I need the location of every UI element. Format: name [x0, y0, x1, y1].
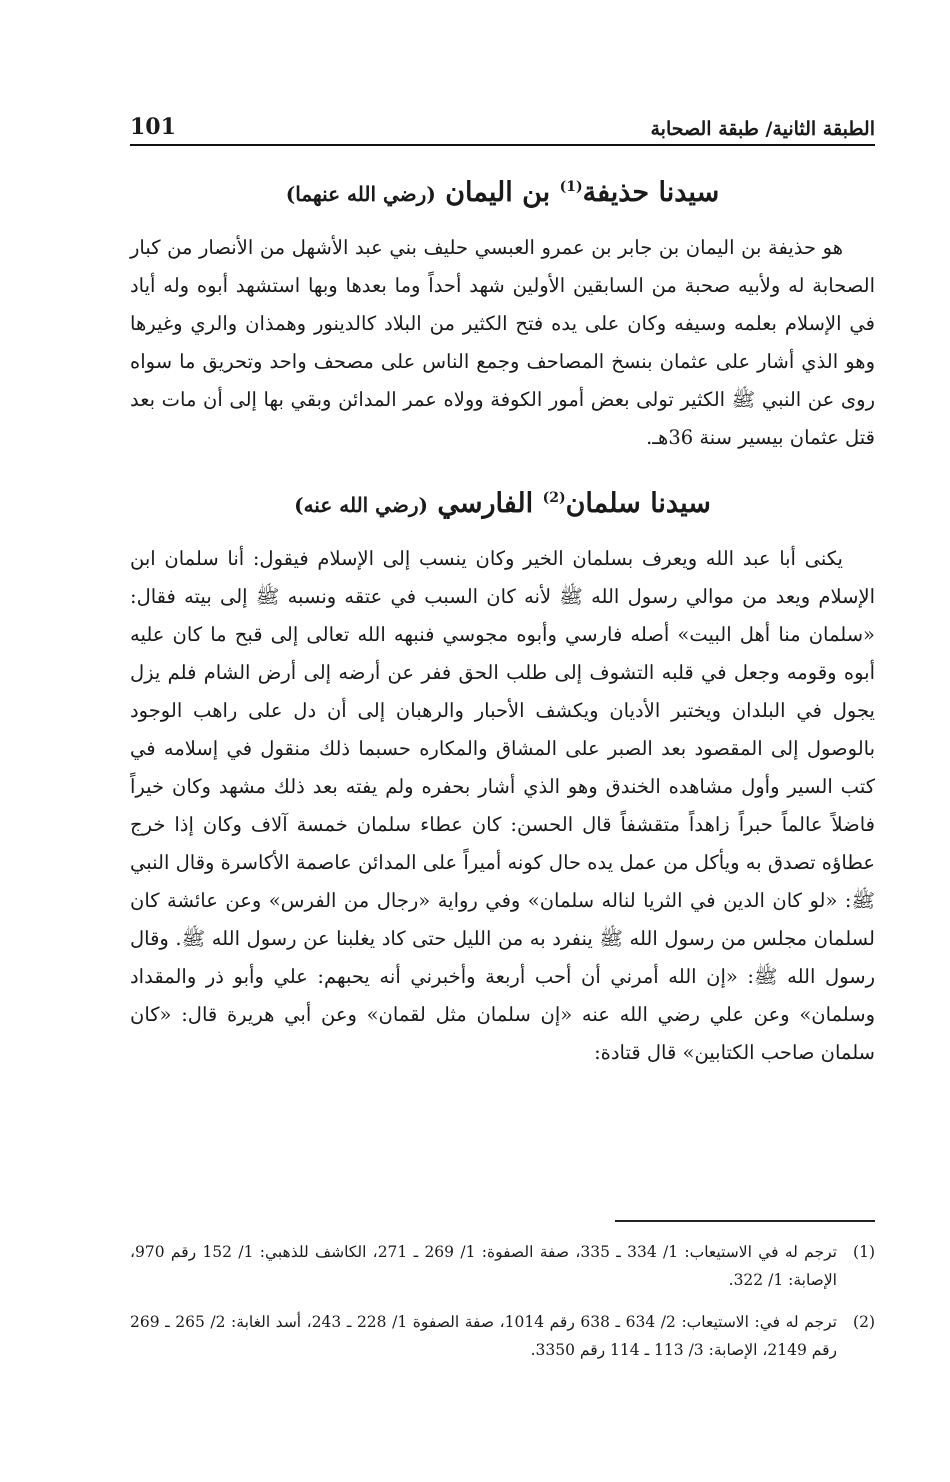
- honorific: (رضي الله عنهما): [285, 182, 436, 206]
- running-header: [130, 100, 875, 146]
- book-page: [130, 100, 875, 1359]
- section-title-text: سيدنا سلمان: [565, 488, 711, 519]
- section-title-text-continued: بن اليمان: [445, 177, 560, 208]
- footnote: [130, 1238, 875, 1294]
- section-paragraph-hudhayfah: هو حذيفة بن اليمان بن جابر بن عمرو العبسي حليف بني عبد الأشهل من الأنصار من كبار الصحابة له ولأبيه صحبة من السابقين الأولين شهد أحداً وما بعدها وبها استشهد أبوه وله أياد في الإسلام بعلمه وسيفه وكان على يده فتح الكثير من البلاد كالدينور وهمذان والري وغيرها وهو الذي أشار على عثمان بنسخ المصاحف وجمع الناس على مصحف واحد وتحريق ما سواه روى عن النبي ﷺ الكثير تولى بعض أمور الكوفة وولاه عمر المدائن وبقي بها إلى أن مات بعد قتل عثمان بيسير سنة 36هـ.: [130, 236, 875, 449]
- footnote-divider: [615, 1220, 875, 1222]
- section-title-hudhayfah: [130, 162, 875, 219]
- honorific: (رضي الله عنه): [294, 493, 428, 517]
- footnote: [130, 1308, 875, 1364]
- running-title: الطبقة الثانية/ طبقة الصحابة: [650, 118, 875, 140]
- section-paragraph-salman: يكنى أبا عبد الله ويعرف بسلمان الخير وكان ينسب إلى الإسلام فيقول: أنا سلمان ابن الإسلام ويعد من موالي رسول الله ﷺ لأنه كان السبب في عتقه ونسبه ﷺ إلى بيته فقال: «سلمان منا أهل البيت» أصله فارسي وأبوه مجوسي فنبهه الله تعالى إلى قبح ما كان عليه أبوه وقومه وجعل في قلبه التشوف إلى طلب الحق ففر عن أرضه إلى أرض الشام فلم يزل يجول في البلدان ويختبر الأديان ويكشف الأحبار والرهبان إلى أن دل على راهب الوجود بالوصول إلى المقصود بعد الصبر على المشاق والمكاره حسبما ذلك منقول في إسلامه في كتب السير وأول مشاهده الخندق وهو الذي أشار بحفره ولم يفته بعد ذلك مشهد وكان خيراً فاضلاً عالماً حبراً زاهداً متقشفاً قال الحسن: كان عطاء سلمان خمسة آلاف وكان إذا خرج عطاؤه تصدق به ويأكل من عمل يده حال كونه أميراً على المدائن عاصمة الأكاسرة وقال النبي ﷺ: «لو كان الدين في الثريا لناله سلمان» وفي رواية «رجال من الفرس» وعن عائشة كان لسلمان مجلس من رسول الله ﷺ ينفرد به من الليل حتى كاد يغلبنا عن رسول الله ﷺ. وقال رسول الله ﷺ: «إن الله أمرني أن أحب أربعة وأخبرني أنه يحبهم: علي وأبو ذر والمقداد وسلمان» وعن علي رضي الله عنه «إن سلمان مثل لقمان» وعن أبي هريرة قال: «كان سلمان صاحب الكتابين» قال قتادة:: [130, 547, 875, 1064]
- section-title-text-continued: الفارسي: [437, 488, 543, 519]
- footnote-reference[interactable]: (1): [559, 179, 583, 195]
- footnote-text: ترجم له في: الاستيعاب: 2/ 634 ـ 638 رقم 1014، صفة الصفوة 1/ 228 ـ 243، أسد الغابة: 2/ 265 ـ 269 رقم 2149، الإصابة: 3/ 113 ـ 114 رقم 3350.: [130, 1312, 837, 1359]
- footnote-text: ترجم له في الاستيعاب: 1/ 334 ـ 335، صفة الصفوة: 1/ 269 ـ 271، الكاشف للذهبي: 1/ 152 رقم 970، الإصابة: 1/ 322.: [130, 1242, 837, 1289]
- section-title-salman: [130, 473, 875, 530]
- footnote-reference[interactable]: (2): [542, 490, 566, 506]
- footnotes: [130, 1220, 875, 1378]
- section-title-text: سيدنا حذيفة: [582, 177, 720, 208]
- footnote-number: (1): [853, 1242, 875, 1261]
- page-number: 101: [130, 114, 176, 140]
- footnote-number: (2): [853, 1312, 875, 1331]
